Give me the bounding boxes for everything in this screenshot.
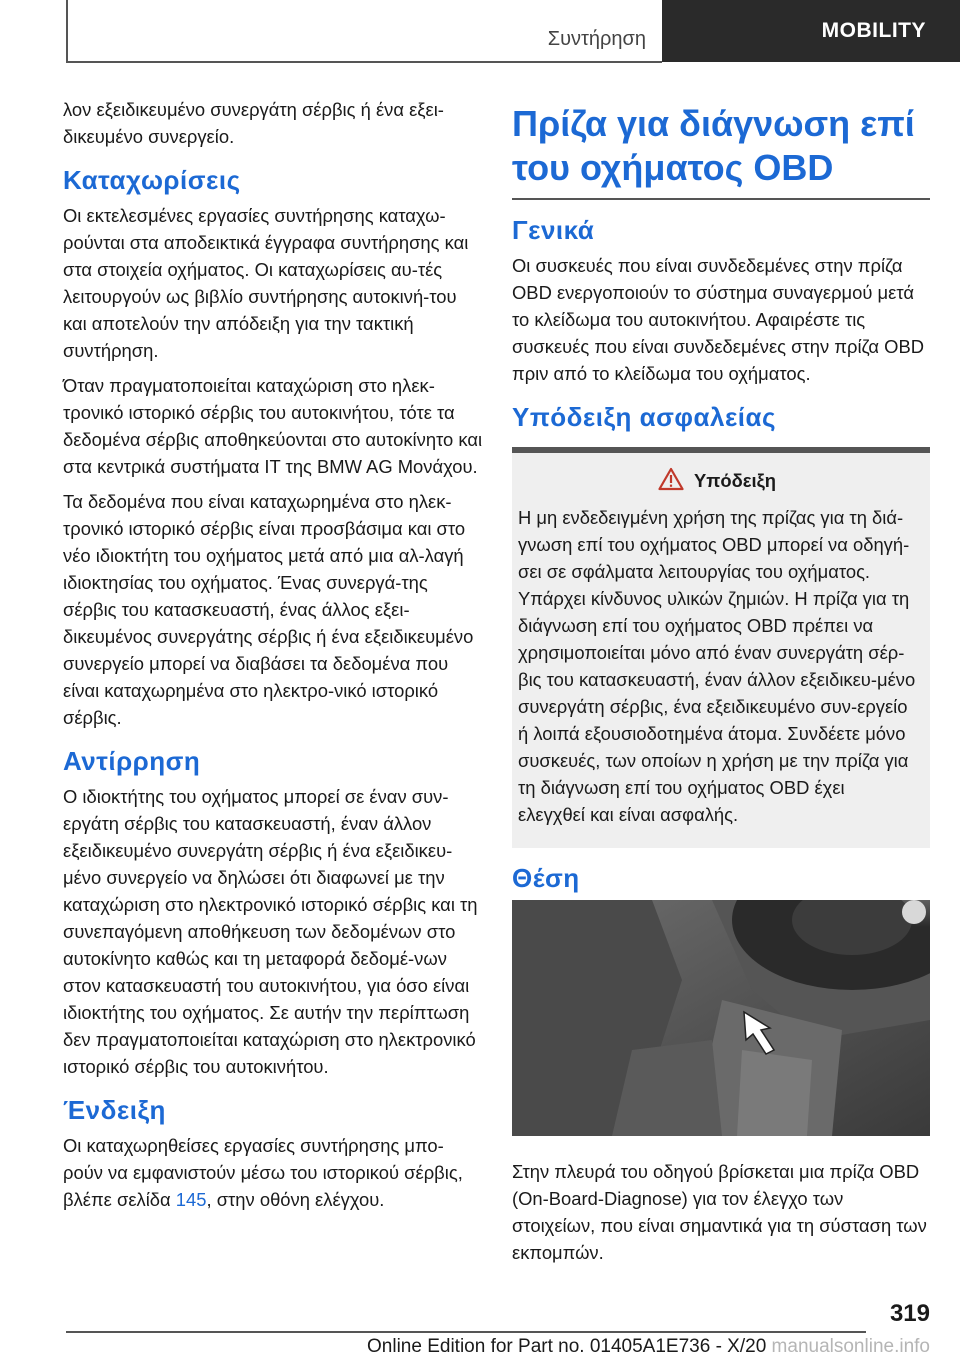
paragraph-indication xyxy=(63,1132,483,1213)
footer-rule xyxy=(66,1331,866,1333)
header-bottom-rule xyxy=(66,61,662,63)
heading-general: Γενικά xyxy=(512,214,595,245)
right-column xyxy=(512,96,930,1274)
header-left-rule xyxy=(66,0,68,62)
edition-text: Online Edition for Part no. 01405A1E736 - X/20 xyxy=(367,1336,767,1357)
header-chapter-tab: MOBILITY xyxy=(662,0,960,62)
warning-text: Η μη ενδεδειγμένη χρήση της πρίζας για τη διά-γνωση επί του οχήματος OBD μπορεί να οδηγή-σει σε σφάλματα λειτουργίας του οχήματος. Υπάρχει κίνδυνος υλικών ζημιών. Η πρίζα για τη διάγνωση επί του οχήματος OBD πρέπει να χρησιμοποιείται μόνο από έναν συνεργάτη σέρ-βις του κατασκευαστή, έναν άλλον εξειδικευ-μένο συνεργάτη σέρβις, ένα εξειδικευμένο συν-εργείο ή λοιπά εξουσιοδοτημένα άτομα. Συνδέετε μόνο συσκευές, των οποίων η χρήση με την πρίζα για τη διάγνωση επί του οχήματος OBD έχει ελεγχθεί και είναι ασφαλής. xyxy=(518,506,916,825)
page-header xyxy=(0,0,960,68)
heading-objection: Αντίρρηση xyxy=(63,746,201,776)
paragraph-entries: Οι εκτελεσμένες εργασίες συντήρησης καταχω-ρούνται στα αποδεικτικά έγγραφα συντήρησης και στα στοιχεία οχήματος. Οι καταχωρίσεις αυ-τές λειτουργούν ως βιβλίο συντήρησης αυτοκινή-του και αποτελούν την απόδειξη για την τακτική συντήρηση. xyxy=(63,205,469,361)
heading-position: Θέση xyxy=(512,862,580,893)
page-link-145[interactable]: 145 xyxy=(175,1189,207,1210)
paragraph-continued: λον εξειδικευμένο συνεργάτη σέρβις ή ένα εξει-δικευμένο συνεργείο. xyxy=(63,99,444,147)
warning-title: Υπόδειξη xyxy=(694,470,776,491)
heading-indication: Ένδειξη xyxy=(63,1095,166,1125)
heading-obd-socket: Πρίζα για διάγνωση επί του οχήματος OBD xyxy=(512,103,915,188)
obd-location-photo xyxy=(512,900,930,1136)
heading-entries: Καταχωρίσεις xyxy=(63,165,241,195)
indication-text-pre: Οι καταχωρηθείσες εργασίες συντήρησης μπο-ρούν να εμφανιστούν μέσω του ιστορικού σέρβις, βλέπε σελίδα xyxy=(63,1135,463,1210)
left-column xyxy=(63,96,483,1221)
warning-box xyxy=(512,453,930,848)
indication-text-post: , στην οθόνη ελέγχου. xyxy=(206,1189,385,1210)
paragraph-position: Στην πλευρά του οδηγού βρίσκεται μια πρίζα OBD (On-Board-Diagnose) για τον έλεγχο των στοιχείων, που είναι σημαντικά για τη σύσταση των εκπομπών. xyxy=(512,1160,927,1263)
page-number: 319 xyxy=(889,1300,930,1327)
footer-edition xyxy=(300,1336,930,1358)
watermark-text: manualsonline.info xyxy=(771,1336,930,1357)
paragraph-objection: Ο ιδιοκτήτης του οχήματος μπορεί σε έναν συν-εργάτη σέρβις του κατασκευαστή, έναν άλλον εξειδικευμένο συνεργάτη σέρβις ή ένα εξειδικευ-μένο συνεργείο να δηλώσει ότι διαφωνεί με την καταχώριση στο ηλεκτρονικό ιστορικό σέρβις και τη συνεπαγόμενη αποθήκευση των δεδομένων στο αυτοκίνητο καθώς και τη μεταφορά δεδομέ-νων στον κατασκευαστή του αυτοκινήτου, για όσο είναι ιδιοκτήτης του οχήματος. Σε αυτήν την περίπτωση δεν πραγματοποιείται καταχώριση στο ηλεκτρονικό ιστορικό σέρβις του αυτοκινήτου. xyxy=(63,786,478,1077)
header-section-title: Συντήρηση xyxy=(547,28,646,50)
warning-title-row xyxy=(518,467,916,496)
heading-rule xyxy=(512,198,930,200)
warning-triangle-icon xyxy=(658,467,684,496)
paragraph-entry-storage: Όταν πραγματοποιείται καταχώριση στο ηλεκ-τρονικό ιστορικό σέρβις του αυτοκινήτου, τότε τα δεδομένα σέρβις αποθηκεύονται στο αυτοκίνητο και στα κεντρικά συστήματα IT της BMW AG Μονάχου. xyxy=(63,375,483,477)
paragraph-general: Οι συσκευές που είναι συνδεδεμένες στην πρίζα OBD ενεργοποιούν το σύστημα συναγερμού μετά το κλείδωμα του αυτοκινήτου. Αφαιρέστε τις συσκευές που είναι συνδεδεμένες στην πρίζα OBD πριν από το κλείδωμα του οχήματος. xyxy=(512,254,925,384)
heading-safety-note: Υπόδειξη ασφαλείας xyxy=(512,401,777,432)
paragraph-data-access: Τα δεδομένα που είναι καταχωρημένα στο ηλεκ-τρονικό ιστορικό σέρβις είναι προσβάσιμα και στο νέο ιδιοκτήτη του οχήματος μετά από μια αλ-λαγή ιδιοκτησίας του οχήματος. Ένας συνεργά-της σέρβις του κατασκευαστή, ένας άλλος εξει-δικευμένος συνεργάτης σέρβις ή ένα εξειδικευμένο συνεργείο μπορεί να διαβάσει τα δεδομένα που είναι καταχωρημένα στο ηλεκτρο-νικό ιστορικό σέρβις. xyxy=(63,491,474,728)
